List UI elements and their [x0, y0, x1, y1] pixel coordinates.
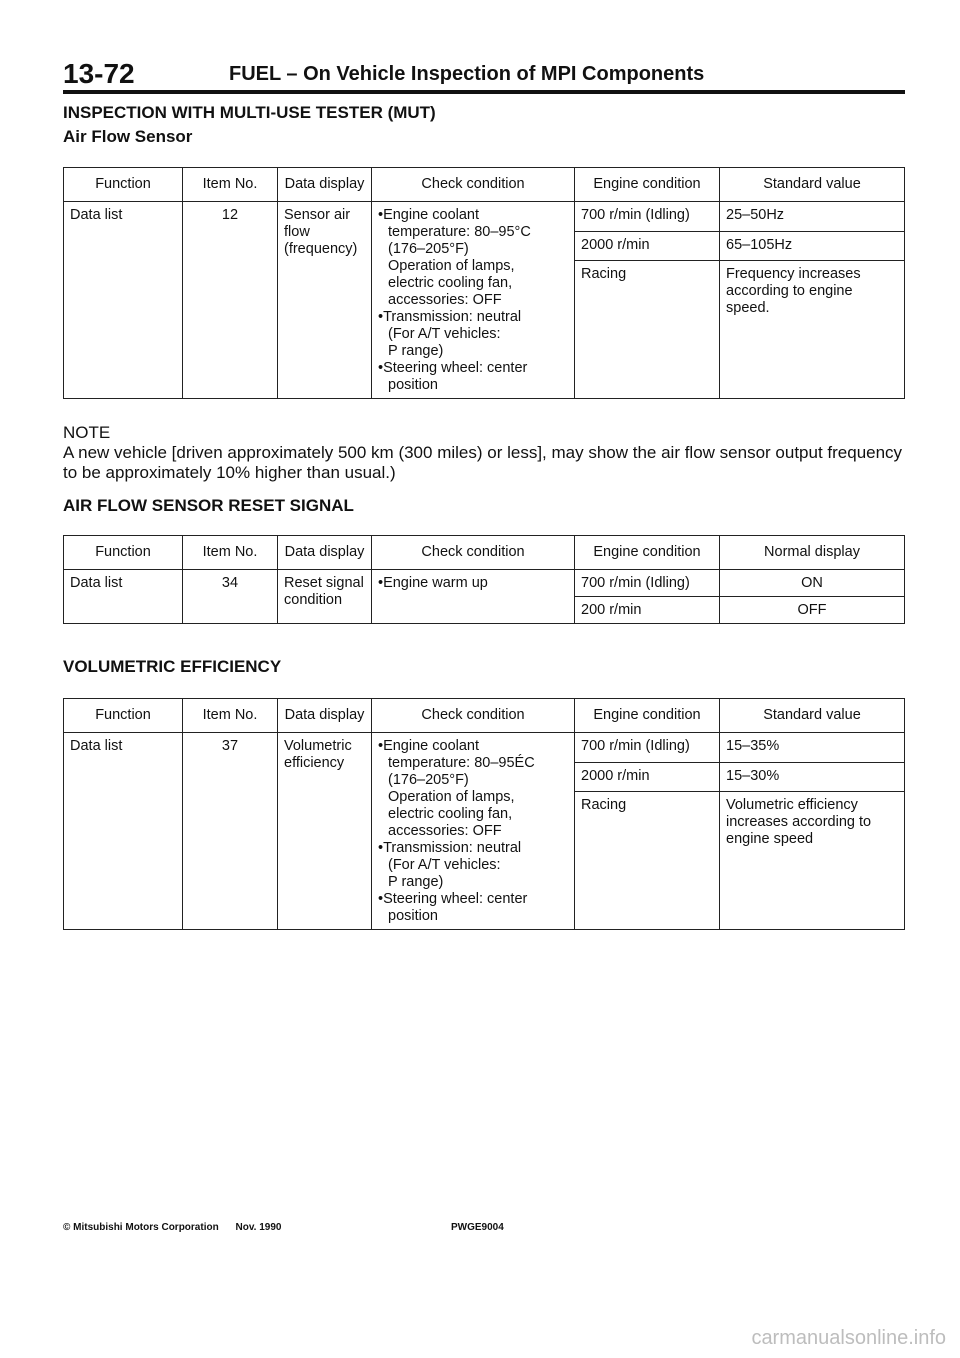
col-header-check-condition: Check condition — [372, 536, 575, 570]
standard-value-cell: Frequency increases according to engine speed. — [720, 261, 905, 399]
check-condition-line: (176–205°F) — [388, 772, 469, 788]
col-header-check-condition: Check condition — [372, 168, 575, 202]
check-condition-line: electric cooling fan, — [388, 275, 513, 291]
check-condition-line: temperature: 80–95ÉC — [388, 755, 535, 771]
note-block — [63, 423, 905, 483]
table-row — [64, 733, 905, 763]
check-condition-line: •Steering wheel: center — [378, 891, 528, 907]
standard-value-cell: Volumetric efficiency increases according to engine speed — [720, 792, 905, 930]
engine-condition-cell: Racing — [575, 261, 720, 399]
function-cell: Data list — [64, 202, 183, 399]
standard-value-cell: 65–105Hz — [720, 231, 905, 261]
check-condition-line: temperature: 80–95°C — [388, 224, 531, 240]
check-condition-line: •Engine coolant — [378, 207, 480, 223]
data-display-cell: Volumetric efficiency — [278, 733, 372, 930]
check-condition-line: •Steering wheel: center — [378, 360, 528, 376]
check-condition-line: P range) — [388, 874, 444, 890]
footer-doc-code: PWGE9004 — [451, 1222, 504, 1233]
col-header-engine-condition: Engine condition — [575, 699, 720, 733]
item-no-cell: 37 — [183, 733, 278, 930]
footer-date: Nov. 1990 — [235, 1222, 282, 1233]
col-header-standard-value: Standard value — [720, 699, 905, 733]
col-header-function: Function — [64, 168, 183, 202]
col-header-check-condition: Check condition — [372, 699, 575, 733]
col-header-function: Function — [64, 699, 183, 733]
engine-condition-cell: 700 r/min (Idling) — [575, 202, 720, 232]
check-condition-cell — [372, 733, 575, 930]
table-row — [64, 570, 905, 597]
check-condition-line: P range) — [388, 343, 444, 359]
check-condition-line: Operation of lamps, — [388, 258, 515, 274]
volumetric-efficiency-table — [63, 698, 905, 930]
note-text: A new vehicle [driven approximately 500 km (300 miles) or less], may show the air flow sensor output frequency to be approximately 10% higher than usual.) — [63, 443, 903, 482]
check-condition-cell: •Engine warm up — [372, 570, 575, 624]
section-title-volumetric-efficiency: VOLUMETRIC EFFICIENCY — [63, 657, 282, 676]
engine-condition-cell: 700 r/min (Idling) — [575, 570, 720, 597]
check-condition-line: Operation of lamps, — [388, 789, 515, 805]
check-condition-line: (176–205°F) — [388, 241, 469, 257]
page-title: FUEL – On Vehicle Inspection of MPI Components — [229, 63, 705, 85]
watermark-text: carmanualsonline.info — [751, 1327, 946, 1349]
data-display-cell: Reset signal condition — [278, 570, 372, 624]
col-header-data-display: Data display — [278, 536, 372, 570]
function-cell: Data list — [64, 570, 183, 624]
engine-condition-cell: 700 r/min (Idling) — [575, 733, 720, 763]
standard-value-cell: 15–35% — [720, 733, 905, 763]
data-display-cell: Sensor air flow (frequency) — [278, 202, 372, 399]
footer-copyright: © Mitsubishi Motors Corporation — [63, 1222, 219, 1233]
engine-condition-cell: 2000 r/min — [575, 231, 720, 261]
col-header-standard-value: Standard value — [720, 168, 905, 202]
page-footer — [63, 1222, 504, 1233]
col-header-normal-display: Normal display — [720, 536, 905, 570]
check-condition-line: accessories: OFF — [388, 292, 502, 308]
col-header-item-no: Item No. — [183, 536, 278, 570]
col-header-data-display: Data display — [278, 699, 372, 733]
normal-display-cell: ON — [720, 570, 905, 597]
table-header-row — [64, 168, 905, 202]
check-condition-cell — [372, 202, 575, 399]
check-condition-line: electric cooling fan, — [388, 806, 513, 822]
item-no-cell: 34 — [183, 570, 278, 624]
section-subtitle-air-flow-sensor: Air Flow Sensor — [63, 127, 193, 146]
standard-value-cell: 15–30% — [720, 762, 905, 792]
col-header-engine-condition: Engine condition — [575, 536, 720, 570]
check-condition-line: •Transmission: neutral — [378, 840, 522, 856]
check-condition-line: accessories: OFF — [388, 823, 502, 839]
item-no-cell: 12 — [183, 202, 278, 399]
col-header-item-no: Item No. — [183, 168, 278, 202]
engine-condition-cell: 200 r/min — [575, 597, 720, 624]
page-number: 13-72 — [63, 58, 135, 89]
col-header-function: Function — [64, 536, 183, 570]
check-condition-line: •Engine coolant — [378, 738, 480, 754]
section-title-mut: INSPECTION WITH MULTI-USE TESTER (MUT) — [63, 103, 436, 122]
check-condition-line: (For A/T vehicles: — [388, 326, 501, 342]
col-header-data-display: Data display — [278, 168, 372, 202]
standard-value-cell: 25–50Hz — [720, 202, 905, 232]
reset-signal-table — [63, 535, 905, 624]
table-header-row — [64, 536, 905, 570]
air-flow-sensor-table — [63, 167, 905, 399]
section-title-reset-signal: AIR FLOW SENSOR RESET SIGNAL — [63, 496, 354, 515]
header-rule — [63, 90, 905, 94]
engine-condition-cell: 2000 r/min — [575, 762, 720, 792]
engine-condition-cell: Racing — [575, 792, 720, 930]
col-header-engine-condition: Engine condition — [575, 168, 720, 202]
check-condition-line: position — [388, 908, 438, 924]
normal-display-cell: OFF — [720, 597, 905, 624]
check-condition-line: position — [388, 377, 438, 393]
table-header-row — [64, 699, 905, 733]
check-condition-line: (For A/T vehicles: — [388, 857, 501, 873]
table-row — [64, 202, 905, 232]
note-label: NOTE — [63, 423, 111, 442]
col-header-item-no: Item No. — [183, 699, 278, 733]
check-condition-line: •Transmission: neutral — [378, 309, 522, 325]
page-header — [63, 56, 905, 96]
function-cell: Data list — [64, 733, 183, 930]
